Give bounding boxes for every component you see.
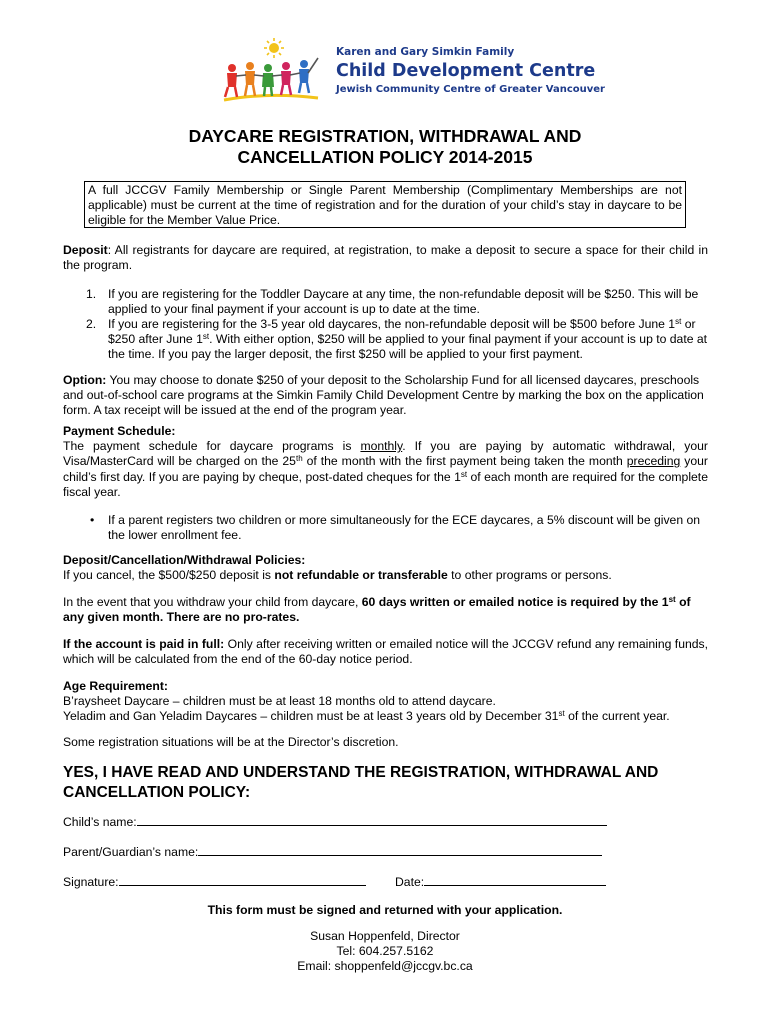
deposit-paragraph <box>63 243 708 273</box>
signature-label: Signature: <box>63 875 119 889</box>
option-text: You may choose to donate $250 of your deposit to the Scholarship Fund for all licensed daycares, preschools and out-of-school care programs at the Simkin Family Child Development Centre by marking the box on the application form. A tax receipt will be issued at the end of the program year. <box>63 373 704 418</box>
child-figures-icon <box>225 58 318 97</box>
age-requirement-paragraph: Age Requirement: B’raysheet Daycare – children must be at least 18 months old to attend daycare. Yeladim and Gan Yeladim Daycares – children must be at least 3 years old by December 31st of the current year. <box>63 679 670 724</box>
deposit-text: : All registrants for daycare are required, at registration, to make a deposit to secure a space for their child in the program. <box>63 243 708 273</box>
childs-name-field <box>63 813 607 830</box>
sun-icon <box>264 38 284 58</box>
org-line-3: Jewish Community Centre of Greater Vancouver <box>336 84 605 95</box>
date-field <box>395 873 606 890</box>
title-line-2: CANCELLATION POLICY 2014-2015 <box>237 147 533 167</box>
childs-name-input[interactable] <box>137 813 607 826</box>
bullet-icon: • <box>90 513 95 527</box>
organization-name <box>336 46 605 96</box>
paid-in-full-paragraph: If the account is paid in full: Only after receiving written or emailed notice will the JCCGV refund any remaining funds, which will be calculated from the end of the 60-day notice period. <box>63 637 709 667</box>
guardian-name-field <box>63 843 602 860</box>
list-item-text: If you are registering for the 3-5 year old daycares, the non-refundable deposit will be $500 before June 1st or $250 after June 1st. With either option, $250 will be applied to your final payment if your account is up to date at the time. If you pay the larger deposit, the first $250 will be applied to your first payment. <box>108 317 708 362</box>
bullet-text: If a parent registers two children or more simultaneously for the ECE daycares, a 5% discount will be given on the lower enrollment fee. <box>108 513 701 543</box>
option-paragraph <box>63 373 708 419</box>
signature-input[interactable] <box>119 873 366 886</box>
policies-label: Deposit/Cancellation/Withdrawal Policies: <box>63 553 306 567</box>
list-item-text: If you are registering for the Toddler Daycare at any time, the non-refundable deposit will be $250. This will be applied to your final payment if your account is up to date at the time. <box>108 287 699 317</box>
payment-label: Payment Schedule: <box>63 424 176 438</box>
option-label: Option: <box>63 373 107 387</box>
org-line-1: Karen and Gary Simkin Family <box>336 46 515 58</box>
acknowledgement-heading: YES, I HAVE READ AND UNDERSTAND THE REGISTRATION, WITHDRAWAL AND CANCELLATION POLICY: <box>63 764 659 801</box>
policies-paragraph: Deposit/Cancellation/Withdrawal Policies: If you cancel, the $500/$250 deposit is not refundable or transferable to other programs or persons. <box>63 553 612 583</box>
director-contact <box>0 929 770 975</box>
date-label: Date: <box>395 875 425 889</box>
signature-field <box>63 873 366 890</box>
date-input[interactable] <box>424 873 606 886</box>
payment-schedule-paragraph: Payment Schedule: The payment schedule for daycare programs is monthly. If you are paying by automatic withdrawal, your Visa/MasterCard will be charged on the 25th of the month with the first payment being taken the month preceding your child’s first day. If you are paying by cheque, post-dated cheques for the 1st of each month are required for the complete fiscal year. <box>63 424 708 499</box>
deposit-label: Deposit <box>63 243 108 257</box>
title-line-1: DAYCARE REGISTRATION, WITHDRAWAL AND <box>188 126 582 146</box>
director-phone: Tel: 604.257.5162 <box>336 944 434 959</box>
director-name: Susan Hoppenfeld, Director <box>310 929 460 943</box>
guardian-name-label: Parent/Guardian’s name: <box>63 845 199 859</box>
list-number: 2. <box>86 317 97 331</box>
discretion-note: Some registration situations will be at the Director’s discretion. <box>63 735 399 749</box>
guardian-name-input[interactable] <box>198 843 602 856</box>
document-title <box>0 126 770 168</box>
org-line-2: Child Development Centre <box>336 61 596 81</box>
children-holding-hands-sun-logo <box>218 36 336 108</box>
age-label: Age Requirement: <box>63 679 168 693</box>
list-number: 1. <box>86 287 97 301</box>
return-form-notice: This form must be signed and returned with your application. <box>207 903 563 917</box>
childs-name-label: Child’s name: <box>63 815 137 829</box>
membership-notice-box: A full JCCGV Family Membership or Single Parent Membership (Complimentary Memberships are not applicable) must be current at the time of registration and for the duration of your child’s stay in daycare to be eligible for the Member Value Price. <box>84 181 686 228</box>
withdrawal-paragraph: In the event that you withdraw your child from daycare, 60 days written or emailed notice is required by the 1st of any given month. There are no pro-rates. <box>63 595 691 625</box>
director-email: Email: shoppenfeld@jccgv.bc.ca <box>297 959 473 974</box>
